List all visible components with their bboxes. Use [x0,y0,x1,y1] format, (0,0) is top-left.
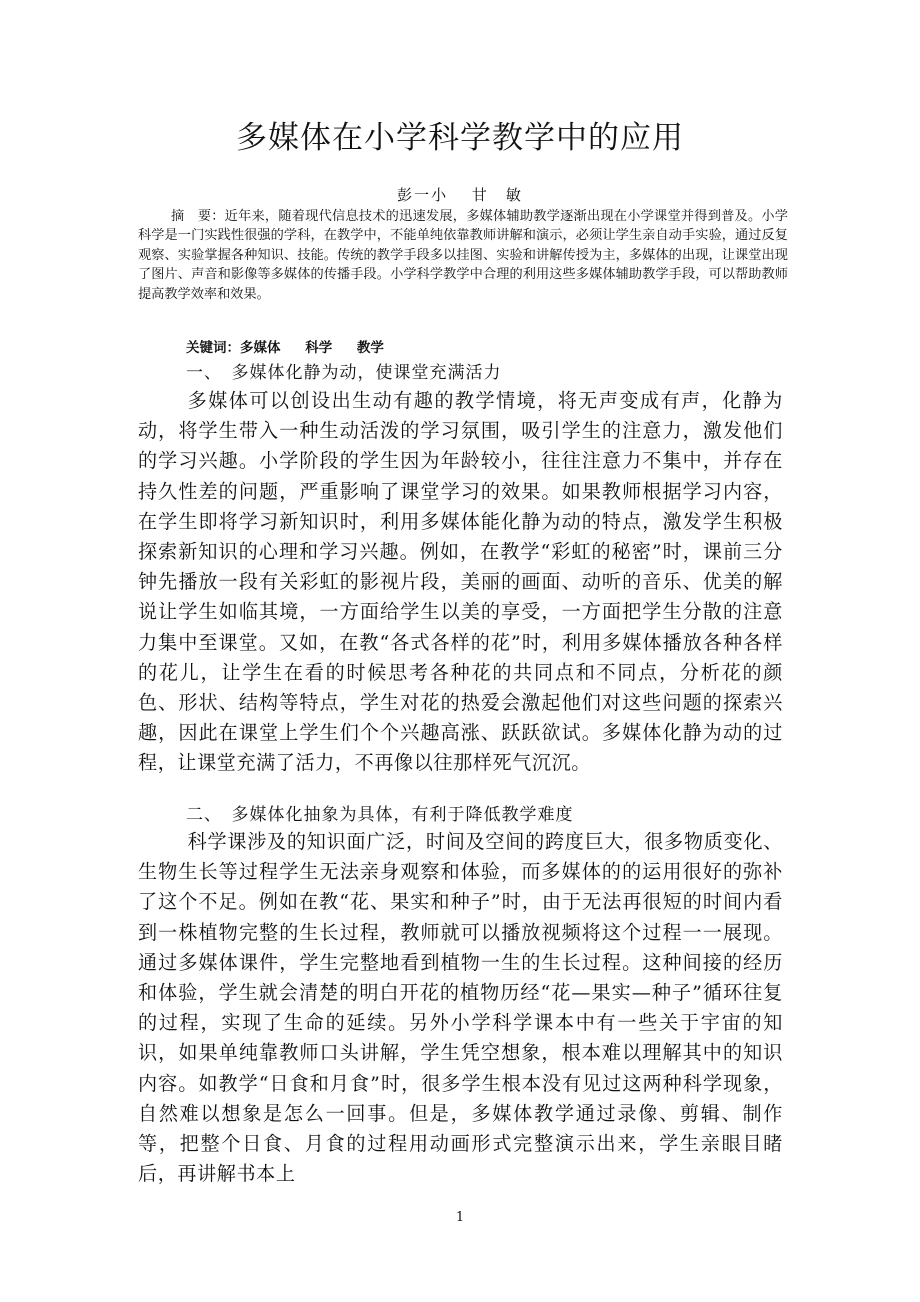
author-line: 彭一小 甘 敏 [397,186,523,204]
section-heading: 二、 多媒体化抽象为具体，有利于降低教学难度 [186,805,574,825]
section-body: 多媒体可以创设出生动有趣的教学情境，将无声变成有声，化静为动，将学生带入一种生动活泼的学习氛围，吸引学生的注意力，激发他们的学习兴趣。小学阶段的学生因为年龄较小，往往注意力不集中，并存在持久性差的问题，严重影响了课堂学习的效果。如果教师根据学习内容，在学生即将学习新知识时，利用多媒体能化静为动的特点，激发学生积极探索新知识的心理和学习兴趣。例如，在教学“彩虹的秘密”时，课前三分钟先播放一段有关彩虹的影视片段，美丽的画面、动听的音乐、优美的解说让学生如临其境，一方面给学生以美的享受，一方面把学生分散的注意力集中至课堂。又如，在教“各式各样的花”时，利用多媒体播放各种各样的花儿，让学生在看的时候思考各种花的共同点和不同点，分析花的颜色、形状、结构等特点，学生对花的热爱会激起他们对这些问题的探索兴趣，因此在课堂上学生们个个兴趣高涨、跃跃欲试。多媒体化静为动的过程，让课堂充满了活力，不再像以往那样死气沉沉。 [138,389,783,775]
keywords-label: 关键词：多媒体 [186,340,281,356]
abstract-paragraph: 摘 要：近年来，随着现代信息技术的迅速发展，多媒体辅助教学逐渐出现在小学课堂并得到普及。小学科学是一门实践性很强的学科，在教学中，不能单纯依靠教师讲解和演示，必须让学生亲自动手实验，通过反复观察、实验掌握各种知识、技能。传统的教学手段多以挂图、实验和讲解传授为主，多媒体的出现，让课堂出现了图片、声音和影像等多媒体的传播手段。小学科学教学中合理的利用这些多媒体辅助教学手段，可以帮助教师提高教学效率和效果。 [138,209,788,302]
keyword-item: 教学 [356,340,384,356]
document-title: 多媒体在小学科学教学中的应用 [236,120,684,156]
section-body: 科学课涉及的知识面广泛，时间及空间的跨度巨大，很多物质变化、生物生长等过程学生无法亲身观察和体验，而多媒体的的运用很好的弥补了这个不足。例如在教“花、果实和种子”时，由于无法再很短的时间内看到一株植物完整的生长过程，教师就可以播放视频将这个过程一一展现。通过多媒体课件，学生完整地看到植物一生的生长过程。这种间接的经历和体验，学生就会清楚的明白开花的植物历经“花—果实—种子”循环往复的过程，实现了生命的延续。另外小学科学课本中有一些关于宇宙的知识，如果单纯靠教师口头讲解，学生凭空想象，根本难以理解其中的知识内容。如教学“日食和月食”时，很多学生根本没有见过这两种科学现象，自然难以想象是怎么一回事。但是，多媒体教学通过录像、剪辑、制作等，把整个日食、月食的过程用动画形式完整演示出来，学生亲眼目睹后，再讲解书本上 [138,830,783,1186]
page-number: 1 [455,1210,465,1225]
keywords-line [186,336,404,356]
section-heading: 一、 多媒体化静为动，使课堂充满活力 [186,363,502,383]
keyword-item: 科学 [305,340,333,356]
